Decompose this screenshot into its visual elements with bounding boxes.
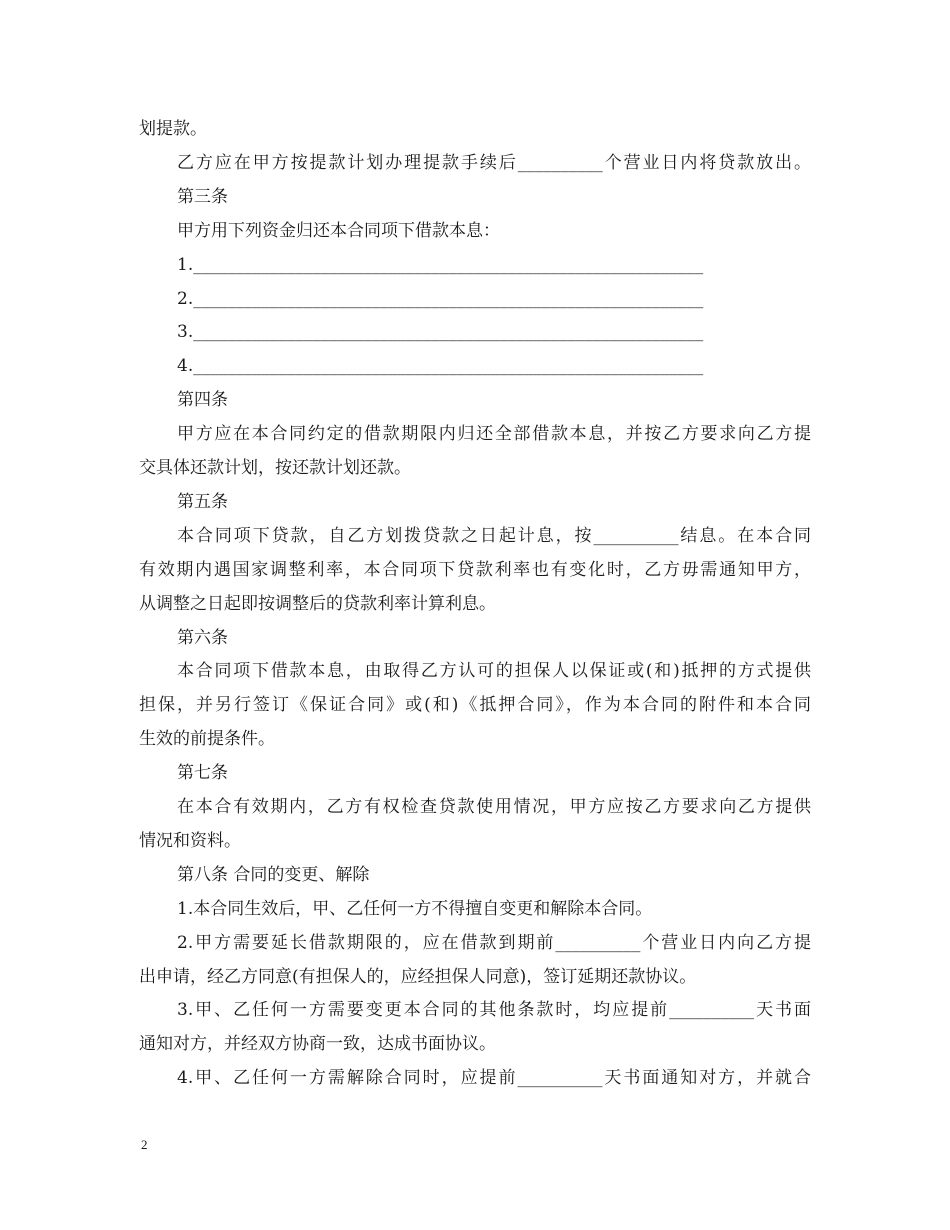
text-line: 担保，并另行签订《保证合同》或(和)《抵押合同》，作为本合同的附件和本合同 (139, 695, 811, 715)
text-line: 本合同项下贷款，自乙方划拨贷款之日起计息，按__________结息。在本合同 (177, 526, 811, 546)
text-line: 从调整之日起即按调整后的贷款利率计算利息。 (139, 594, 496, 614)
text-line: 在本合有效期内，乙方有权检查贷款使用情况，甲方应按乙方要求向乙方提供 (177, 797, 811, 817)
text-line: 通知对方，并经双方协商一致，达成书面协议。 (139, 1034, 496, 1054)
text-line: 甲方用下列资金归还本合同项下借款本息： (177, 221, 500, 241)
text-line: 2.____________________________________________________________ (177, 289, 704, 309)
text-line: 甲方应在本合同约定的借款期限内归还全部借款本息，并按乙方要求向乙方提 (177, 424, 811, 444)
text-line: 情况和资料。 (139, 831, 241, 851)
text-line: 1.____________________________________________________________ (177, 255, 704, 275)
text-line: 4.____________________________________________________________ (177, 356, 704, 376)
text-line: 3.____________________________________________________________ (177, 322, 704, 342)
text-line: 乙方应在甲方按提款计划办理提款手续后__________个营业日内将贷款放出。 (177, 153, 811, 173)
text-line: 1.本合同生效后，甲、乙任何一方不得擅自变更和解除本合同。 (177, 899, 653, 919)
text-line: 第三条 (177, 187, 228, 207)
text-line: 本合同项下借款本息，由取得乙方认可的担保人以保证或(和)抵押的方式提供 (177, 661, 811, 681)
text-line: 4.甲、乙任何一方需解除合同时，应提前__________天书面通知对方，并就合 (177, 1068, 811, 1088)
text-line: 第四条 (177, 390, 228, 410)
text-line: 3.甲、乙任何一方需要变更本合同的其他条款时，均应提前__________天书面 (177, 1000, 811, 1020)
text-line: 第六条 (177, 628, 228, 648)
text-line: 出申请，经乙方同意(有担保人的，应经担保人同意)，签订延期还款协议。 (139, 967, 697, 987)
text-line: 第七条 (177, 763, 228, 783)
text-line: 生效的前提条件。 (139, 729, 275, 749)
text-line: 2.甲方需要延长借款期限的，应在借款到期前__________个营业日内向乙方提 (177, 933, 811, 953)
text-line: 划提款。 (139, 119, 207, 139)
text-line: 有效期内遇国家调整利率，本合同项下贷款利率也有变化时，乙方毋需通知甲方， (139, 560, 811, 580)
text-line: 第五条 (177, 492, 228, 512)
page-number: 2 (141, 1137, 148, 1152)
text-line: 交具体还款计划，按还款计划还款。 (139, 458, 411, 478)
text-line: 第八条 合同的变更、解除 (177, 865, 370, 885)
